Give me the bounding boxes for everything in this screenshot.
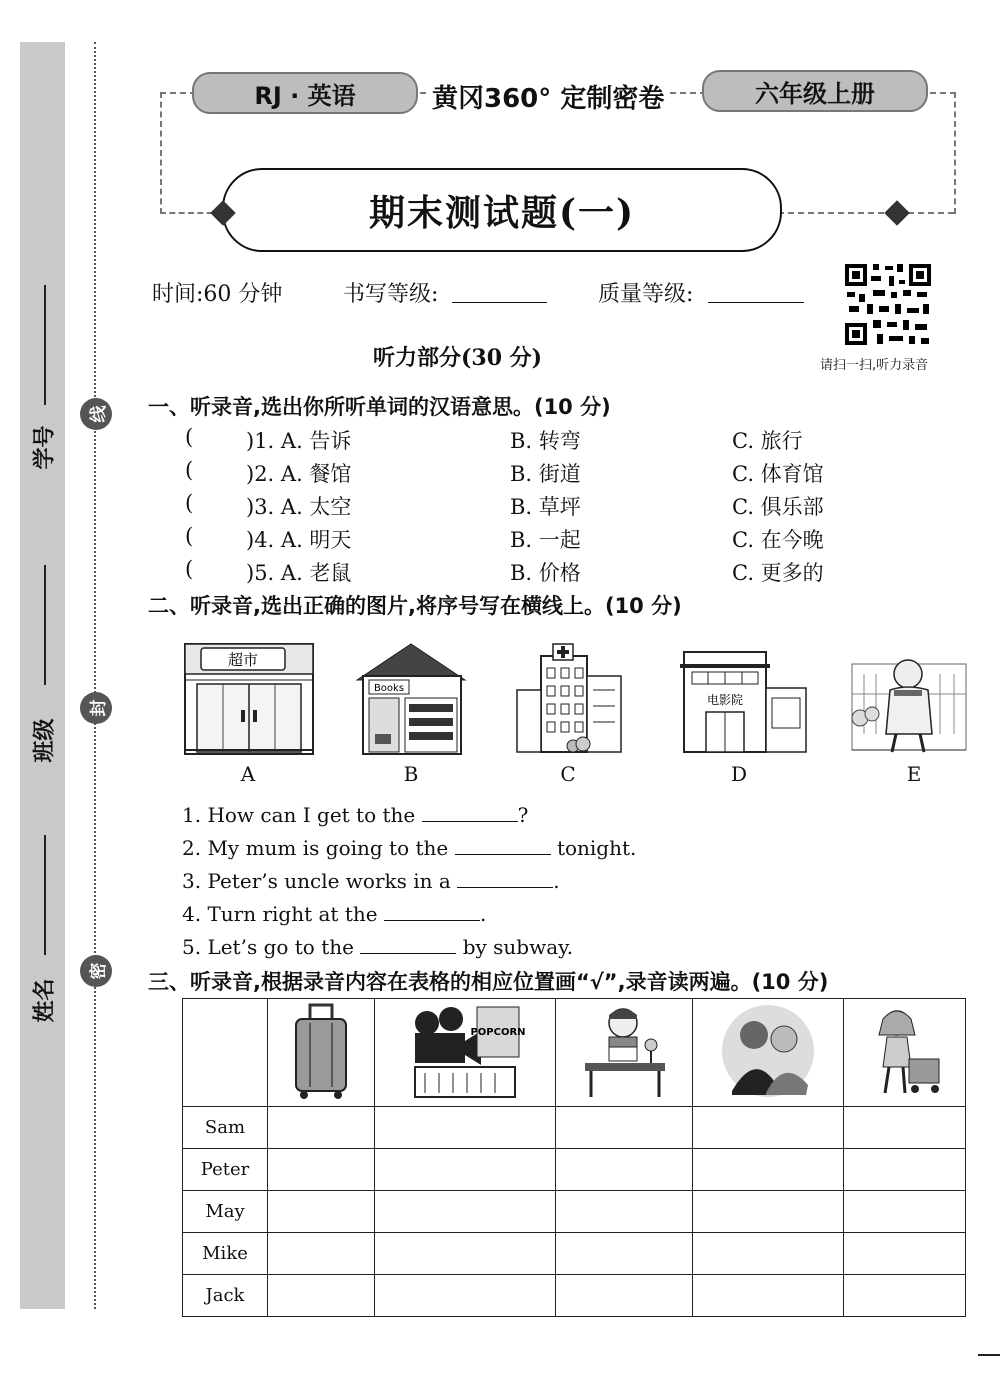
supermarket-sign: 超市: [227, 651, 259, 669]
bookstore-sign: Books: [373, 683, 405, 694]
table-header-cell: [556, 999, 693, 1107]
title-box: [222, 168, 782, 252]
answer-cell[interactable]: [268, 1191, 375, 1233]
qr-caption: 请扫一扫,听力录音: [820, 358, 929, 373]
street-man-picture: [850, 634, 968, 756]
row-name-sam: Sam: [183, 1107, 268, 1149]
grade-pill: 六年级上册: [702, 70, 928, 112]
answer-cell[interactable]: [556, 1107, 693, 1149]
seal-mi: 密: [80, 955, 112, 987]
row-name-peter: Peter: [183, 1149, 268, 1191]
page-edge-mark: [978, 1354, 1000, 1356]
name-line: [44, 835, 46, 955]
cinema-picture: [672, 640, 808, 756]
sentence-2: [182, 836, 636, 860]
answer-cell[interactable]: [374, 1107, 556, 1149]
answer-cell[interactable]: [268, 1107, 375, 1149]
sentence-5-blank[interactable]: [360, 953, 456, 954]
sentence-2-end: tonight.: [556, 836, 637, 860]
film-popcorn-icon: [405, 1001, 525, 1101]
q2-paren[interactable]: (: [185, 458, 194, 482]
sentence-4-end: .: [479, 902, 487, 926]
answer-cell[interactable]: [692, 1107, 844, 1149]
answer-cell[interactable]: [556, 1275, 693, 1317]
sentence-3-blank[interactable]: [457, 887, 553, 888]
answer-cell[interactable]: [692, 1233, 844, 1275]
sentence-5: [182, 935, 573, 959]
sentence-5-text: 5. Let’s go to the: [182, 935, 354, 959]
binding-strip: [20, 42, 65, 1309]
answer-cell[interactable]: [268, 1233, 375, 1275]
section3-title: 三、听录音,根据录音内容在表格的相应位置画“√”,录音读两遍。(10 分): [148, 970, 829, 994]
student-id-label: 学号: [32, 425, 58, 470]
q1-option-c: C. 旅行: [732, 429, 803, 453]
answer-cell[interactable]: [374, 1275, 556, 1317]
table-row: [183, 1107, 966, 1149]
series-title: 黄冈360° 定制密卷: [428, 78, 668, 115]
seal-feng: 封: [80, 692, 112, 724]
seal-xian: 线: [80, 398, 112, 430]
q2-option-c: C. 体育馆: [732, 462, 824, 486]
q1-option-a: )1. A. 告诉: [246, 429, 352, 453]
picture-label-e: E: [906, 762, 922, 786]
q2-option-b: B. 街道: [510, 462, 581, 486]
table-header-cell: [844, 999, 966, 1107]
row-name-may: May: [183, 1191, 268, 1233]
q3-option-c: C. 俱乐部: [732, 495, 824, 519]
q5-option-b: B. 价格: [510, 561, 581, 585]
q4-paren[interactable]: (: [185, 524, 194, 548]
q5-option-a: )5. A. 老鼠: [246, 561, 352, 585]
sentence-1-text: 1. How can I get to the: [182, 803, 416, 827]
table-row: [183, 1149, 966, 1191]
row-name-mike: Mike: [183, 1233, 268, 1275]
sentence-4-text: 4. Turn right at the: [182, 902, 378, 926]
answer-cell[interactable]: [844, 1107, 966, 1149]
reading-boy-icon: [579, 1001, 669, 1101]
table-header-cell: [692, 999, 844, 1107]
sentence-3-text: 3. Peter’s uncle works in a: [182, 869, 451, 893]
table-row: [183, 1233, 966, 1275]
answer-cell[interactable]: [692, 1191, 844, 1233]
q5-paren[interactable]: (: [185, 557, 194, 581]
table-row: [183, 1275, 966, 1317]
table-row: [183, 1191, 966, 1233]
cut-line: [94, 42, 96, 1309]
q1-option-b: B. 转弯: [510, 429, 581, 453]
suitcase-icon: [286, 1001, 356, 1101]
sentence-2-text: 2. My mum is going to the: [182, 836, 449, 860]
supermarket-picture: [183, 640, 315, 756]
answer-table: [182, 998, 966, 1317]
answer-cell[interactable]: [374, 1149, 556, 1191]
sentence-1-end: ?: [517, 803, 529, 827]
q4-option-a: )4. A. 明天: [246, 528, 352, 552]
subject-pill: RJ · 英语: [192, 72, 418, 114]
writing-grade-label: 书写等级:: [343, 282, 439, 307]
answer-cell[interactable]: [268, 1149, 375, 1191]
picture-label-c: C: [560, 762, 576, 786]
q4-option-b: B. 一起: [510, 528, 581, 552]
time-limit: 时间:60 分钟: [152, 282, 283, 307]
answer-cell[interactable]: [556, 1191, 693, 1233]
class-label: 班级: [32, 718, 58, 763]
answer-cell[interactable]: [692, 1149, 844, 1191]
class-line: [44, 565, 46, 685]
answer-cell[interactable]: [556, 1149, 693, 1191]
answer-cell[interactable]: [374, 1191, 556, 1233]
answer-cell[interactable]: [844, 1275, 966, 1317]
answer-cell[interactable]: [692, 1275, 844, 1317]
row-name-jack: Jack: [183, 1275, 268, 1317]
q3-paren[interactable]: (: [185, 491, 194, 515]
shopping-girl-icon: [865, 1001, 945, 1101]
q2-option-a: )2. A. 餐馆: [246, 462, 352, 486]
qr-code-icon[interactable]: [843, 262, 933, 347]
sentence-5-end: by subway.: [462, 935, 574, 959]
table-corner: [183, 999, 268, 1107]
q4-option-c: C. 在今晚: [732, 528, 824, 552]
answer-cell[interactable]: [844, 1191, 966, 1233]
quality-grade-label: 质量等级:: [598, 282, 694, 307]
two-men-icon: [718, 1001, 818, 1101]
table-header-cell: [374, 999, 556, 1107]
answer-cell[interactable]: [556, 1233, 693, 1275]
sentence-3: [182, 869, 560, 893]
section2-title: 二、听录音,选出正确的图片,将序号写在横线上。(10 分): [148, 594, 682, 618]
picture-label-a: A: [240, 762, 256, 786]
sentence-4-blank[interactable]: [384, 920, 480, 921]
name-label: 姓名: [32, 978, 58, 1023]
sentence-1: [182, 803, 528, 827]
answer-cell[interactable]: [844, 1233, 966, 1275]
q1-paren[interactable]: (: [185, 425, 194, 449]
answer-cell[interactable]: [374, 1233, 556, 1275]
sentence-1-blank[interactable]: [422, 821, 518, 822]
q3-option-a: )3. A. 太空: [246, 495, 352, 519]
answer-cell[interactable]: [268, 1275, 375, 1317]
quality-grade-blank[interactable]: [708, 302, 804, 303]
cinema-sign: 电影院: [706, 693, 744, 707]
table-header-row: [183, 999, 966, 1107]
table-header-cell: [268, 999, 375, 1107]
q5-option-c: C. 更多的: [732, 561, 824, 585]
sentence-3-end: .: [553, 869, 560, 893]
q3-option-b: B. 草坪: [510, 495, 581, 519]
section1-title: 一、听录音,选出你所听单词的汉语意思。(10 分): [148, 395, 611, 419]
page-title: 期末测试题(一): [368, 191, 636, 234]
bookstore-picture: [355, 640, 467, 756]
sentence-2-blank[interactable]: [455, 854, 551, 855]
answer-cell[interactable]: [844, 1149, 966, 1191]
listening-heading: 听力部分(30 分): [373, 345, 543, 371]
picture-label-d: D: [730, 762, 748, 786]
writing-grade-blank[interactable]: [452, 302, 547, 303]
hospital-picture: [513, 640, 625, 756]
student-id-line: [44, 285, 46, 405]
header-frame-right: [778, 212, 954, 214]
picture-label-b: B: [403, 762, 419, 786]
popcorn-label: POPCORN: [470, 1026, 525, 1038]
sentence-4: [182, 902, 486, 926]
